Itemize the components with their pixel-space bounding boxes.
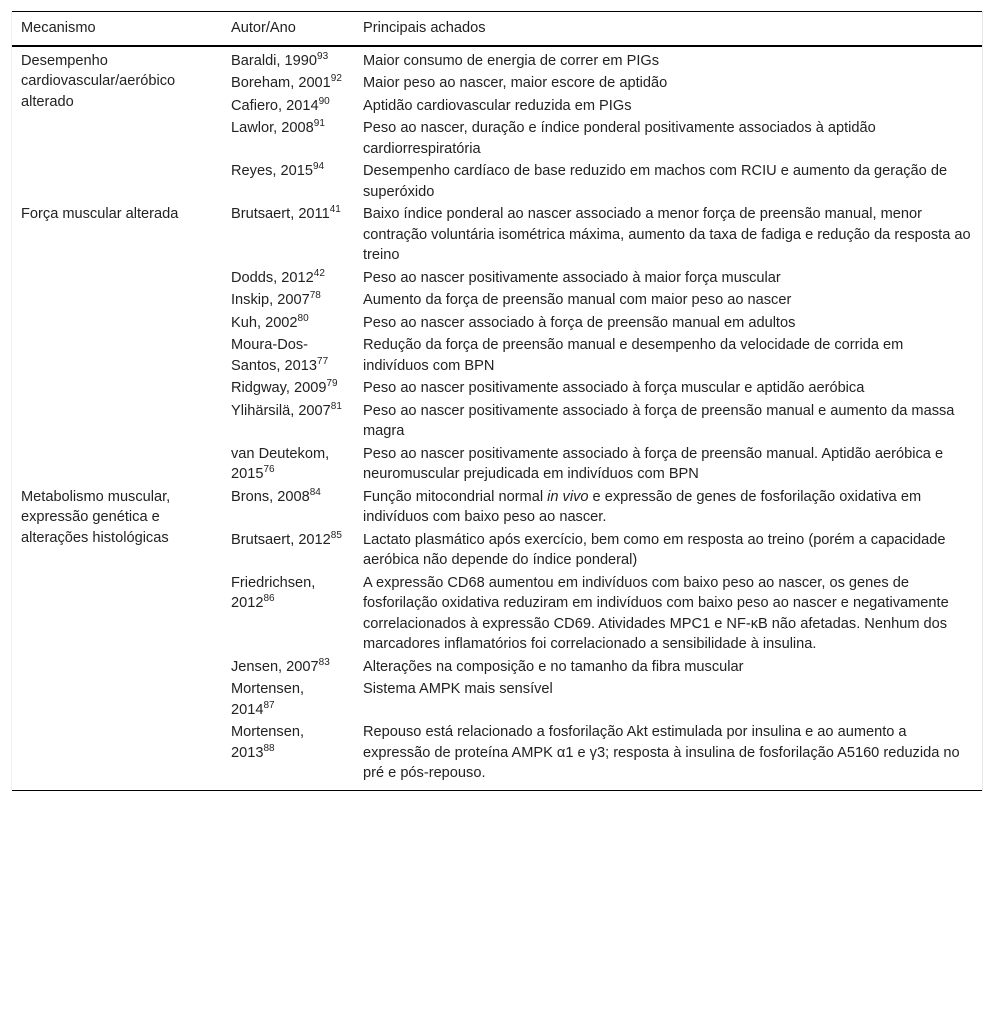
finding-cell: [354, 400, 982, 443]
mechanism-cell: Força muscular alterada: [21, 206, 179, 222]
author-year-text: Brutsaert, 2011: [231, 206, 330, 222]
finding-italic-text: in vivo: [547, 488, 589, 505]
finding-text: Baixo índice ponderal ao nascer associado a menor força de preensão manual, menor contração voluntária isométrica máxima, aumento da taxa de fadiga e redução da resposta ao treino: [363, 206, 971, 263]
reference-number: 88: [263, 742, 275, 754]
finding-text: Aumento da força de preensão manual com maior peso ao nascer: [363, 292, 792, 308]
author-year-text: Inskip, 2007: [231, 292, 310, 308]
finding-cell: [354, 72, 982, 95]
finding-cell: [354, 443, 982, 486]
finding-cell: [354, 377, 982, 400]
reference-number: 87: [263, 699, 275, 711]
finding-cell: [354, 529, 982, 572]
author-year-cell: [222, 443, 354, 486]
finding-text: Lactato plasmático após exercício, bem como em resposta ao treino (porém a capacidade aeróbica não depende do índice ponderal): [363, 531, 946, 568]
finding-text: A expressão CD68 aumentou em indivíduos com baixo peso ao nascer, os genes de fosforilação oxidativa reduziram em indivíduos com baixo peso ao nascer e negativamente correlacionados à expressão CD69. Atividades MPC1 e NF-κB não afetadas. Nenhum dos marcadores inflamatórios foi correlacionado a sensibilidade à insulina.: [363, 574, 949, 652]
author-year-cell: [222, 160, 354, 203]
reference-number: 83: [318, 656, 330, 668]
reference-number: 93: [317, 50, 329, 62]
finding-cell: [354, 203, 982, 267]
finding-cell: [354, 312, 982, 335]
author-year-text: Mortensen, 2014: [231, 681, 305, 718]
finding-text: Peso ao nascer, duração e índice ponderal positivamente associados à aptidão cardiorrespiratória: [363, 120, 876, 157]
author-year-cell: [222, 721, 354, 790]
mechanisms-table-container: [11, 11, 983, 791]
finding-cell: [354, 334, 982, 377]
finding-text: Maior peso ao nascer, maior escore de aptidão: [363, 75, 668, 91]
author-year-text: Friedrichsen, 2012: [231, 574, 316, 611]
finding-text: Função mitocondrial normal: [363, 488, 548, 505]
mechanisms-table: [12, 11, 982, 791]
author-year-cell: [222, 529, 354, 572]
finding-cell: [354, 289, 982, 312]
reference-number: 77: [317, 355, 329, 367]
header-main-findings: Principais achados: [354, 12, 982, 46]
reference-number: 91: [313, 118, 325, 129]
mechanism-cell: Desempenho cardiovascular/aeróbico alterado: [21, 52, 176, 110]
author-year-cell: [222, 377, 354, 400]
author-year-cell: [222, 486, 354, 529]
finding-text: Peso ao nascer positivamente associado à força de preensão manual. Aptidão aeróbica e neuromuscular prejudicada em indivíduos com BPN: [363, 445, 944, 482]
finding-cell: [354, 95, 982, 118]
author-year-cell: [222, 656, 354, 679]
author-year-text: Ylihärsilä, 2007: [231, 402, 331, 419]
author-year-cell: [222, 312, 354, 335]
reference-number: 94: [312, 161, 325, 172]
reference-number: 90: [318, 95, 330, 107]
author-year-cell: [222, 678, 354, 721]
finding-cell: [354, 267, 982, 290]
finding-text: Repouso está relacionado a fosforilação Akt estimulada por insulina e ao aumento a expressão de proteína AMPK α1 e γ3; resposta à insulina de fosforilação A5160 reduzida no pré e pós-repouso.: [363, 724, 960, 781]
table-header-row: [12, 12, 982, 46]
author-year-cell: [222, 72, 354, 95]
header-mechanism: Mecanismo: [12, 12, 222, 46]
finding-text: Peso ao nascer positivamente associado à maior força muscular: [363, 269, 781, 286]
author-year-cell: [222, 46, 354, 73]
finding-text: Peso ao nascer associado à força de preensão manual em adultos: [363, 314, 796, 331]
reference-number: 80: [297, 312, 309, 324]
reference-number: 78: [309, 290, 321, 301]
finding-cell: [354, 160, 982, 203]
author-year-text: Dodds, 2012: [231, 269, 314, 286]
table-body: [12, 46, 982, 791]
finding-cell: [354, 678, 982, 721]
reference-number: 76: [263, 464, 275, 475]
author-year-text: Brutsaert, 2012: [231, 531, 331, 548]
finding-cell: [354, 572, 982, 656]
author-year-cell: [222, 203, 354, 267]
author-year-text: Baraldi, 1990: [231, 52, 318, 69]
finding-cell: [354, 656, 982, 679]
author-year-cell: [222, 267, 354, 290]
finding-cell: [354, 486, 982, 529]
finding-cell: [354, 117, 982, 160]
author-year-cell: [222, 117, 354, 160]
finding-text: e expressão de genes de fosforilação oxidativa em indivíduos com baixo peso ao nascer.: [363, 488, 922, 525]
reference-number: 92: [330, 73, 342, 84]
author-year-text: van Deutekom, 2015: [231, 445, 330, 482]
header-author-year: Autor/Ano: [222, 12, 354, 46]
finding-text: Peso ao nascer positivamente associado à força de preensão manual e aumento da massa magra: [363, 402, 955, 439]
finding-text: Alterações na composição e no tamanho da fibra muscular: [363, 658, 744, 675]
reference-number: 84: [309, 486, 321, 498]
author-year-cell: [222, 289, 354, 312]
author-year-text: Reyes, 2015: [231, 163, 313, 179]
finding-text: Desempenho cardíaco de base reduzido em machos com RCIU e aumento da geração de superóxido: [363, 163, 948, 200]
reference-number: 42: [313, 267, 325, 279]
author-year-text: Boreham, 2001: [231, 75, 331, 91]
mechanism-cell: Metabolismo muscular, expressão genética e alterações histológicas: [21, 488, 171, 546]
finding-text: Redução da força de preensão manual e desempenho da velocidade de corrida em indivíduos com BPN: [363, 337, 904, 374]
finding-cell: [354, 721, 982, 790]
table-row: [12, 486, 982, 529]
author-year-text: Kuh, 2002: [231, 314, 298, 331]
author-year-text: Ridgway, 2009: [231, 380, 327, 396]
reference-number: 81: [330, 400, 342, 412]
reference-number: 85: [330, 529, 342, 541]
author-year-text: Mortensen, 2013: [231, 724, 305, 761]
author-year-cell: [222, 572, 354, 656]
finding-text: Sistema AMPK mais sensível: [363, 681, 553, 697]
author-year-text: Cafiero, 2014: [231, 97, 319, 114]
author-year-cell: [222, 334, 354, 377]
finding-text: Maior consumo de energia de correr em PIGs: [363, 52, 660, 69]
finding-text: Aptidão cardiovascular reduzida em PIGs: [363, 97, 632, 114]
reference-number: 86: [263, 593, 275, 604]
author-year-text: Jensen, 2007: [231, 658, 319, 675]
finding-cell: [354, 46, 982, 73]
reference-number: 79: [326, 378, 338, 389]
author-year-text: Brons, 2008: [231, 488, 310, 505]
author-year-text: Lawlor, 2008: [231, 120, 314, 136]
author-year-text: Moura-Dos-Santos, 2013: [231, 337, 318, 374]
finding-text: Peso ao nascer positivamente associado à força muscular e aptidão aeróbica: [363, 380, 865, 396]
reference-number: 41: [329, 204, 341, 215]
author-year-cell: [222, 400, 354, 443]
author-year-cell: [222, 95, 354, 118]
table-row: [12, 203, 982, 267]
table-row: [12, 46, 982, 73]
